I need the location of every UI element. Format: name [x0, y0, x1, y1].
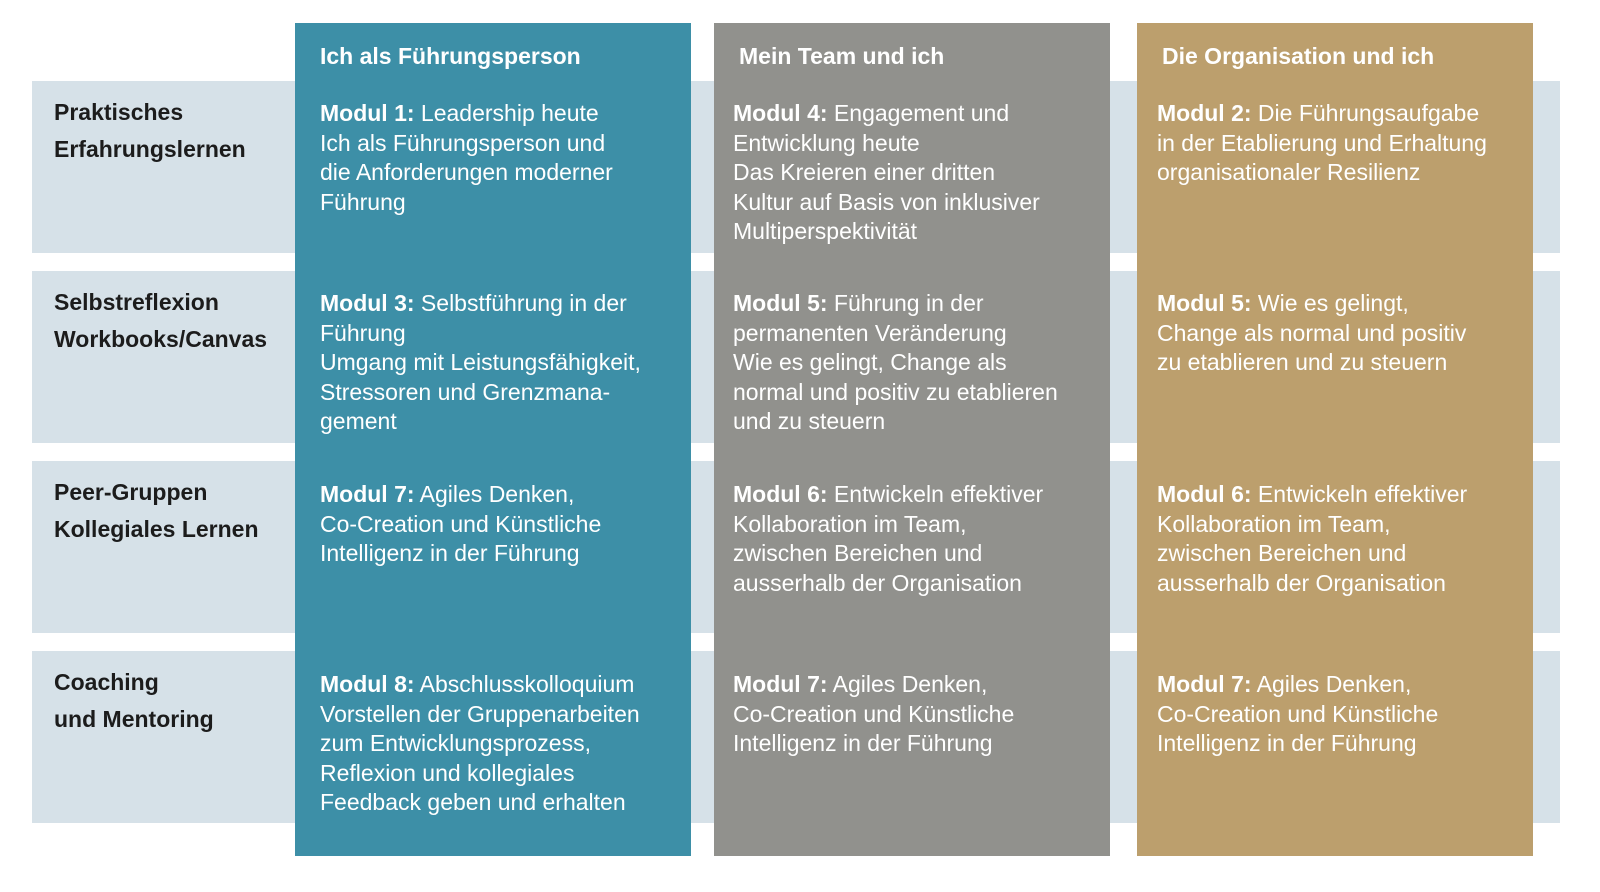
cell-line: Stressoren und Grenzmana- [320, 378, 611, 405]
row-label-line: Selbstreflexion [54, 289, 219, 315]
cell-line: Intelligenz in der Führung [733, 730, 993, 756]
row-label-line: Erfahrungslernen [54, 136, 246, 162]
cell-line: Co-Creation und Künstliche [320, 510, 602, 537]
column-title: Mein Team und ich [739, 43, 945, 69]
module-title: Selbstführung in der [414, 290, 627, 316]
module-number: Modul 1: [320, 100, 415, 126]
row-label-line: Workbooks/Canvas [54, 326, 268, 352]
module-cell [1157, 480, 1529, 598]
module-number: Modul 6: [1157, 481, 1252, 507]
row-label-line: Peer-Gruppen [54, 479, 208, 505]
module-number: Modul 5: [1157, 290, 1252, 316]
cell-line: Ich als Führungsperson und [320, 129, 606, 156]
module-number: Modul 4: [733, 100, 828, 126]
column-title: Ich als Führungsperson [320, 43, 581, 69]
module-title: Die Führungsaufgabe [1251, 100, 1480, 126]
cell-line: Kollaboration im Team, [733, 510, 967, 537]
module-cell [320, 99, 692, 217]
module-cell [1157, 99, 1529, 188]
cell-line [320, 99, 692, 129]
module-cell [733, 480, 1105, 598]
cell-line: permanenten Veränderung [733, 319, 1007, 346]
cell-line: Kollaboration im Team, [1157, 510, 1391, 537]
row-label [54, 474, 290, 548]
row-label-line: Coaching [54, 669, 159, 695]
module-title: Agiles Denken, [414, 481, 575, 507]
cell-line [733, 289, 1105, 319]
module-title: Entwickeln effektiver [827, 481, 1044, 507]
cell-line: und zu steuern [733, 408, 886, 434]
cell-line [320, 289, 692, 319]
module-cell [320, 289, 692, 437]
cell-line: Das Kreieren einer dritten [733, 159, 996, 185]
cell-line: organisationaler Resilienz [1157, 159, 1421, 185]
module-cell [320, 480, 692, 569]
module-title: Agiles Denken, [1251, 671, 1412, 697]
column-title: Die Organisation und ich [1162, 43, 1435, 69]
cell-line [320, 670, 692, 700]
cell-line: Intelligenz in der Führung [1157, 730, 1417, 756]
cell-line: Feedback geben und erhalten [320, 789, 626, 815]
cell-line: zu etablieren und zu steuern [1157, 349, 1448, 375]
cell-line: Führung [320, 188, 406, 215]
row-label [54, 664, 290, 738]
row-label-line: Praktisches [54, 99, 184, 125]
module-title: Wie es gelingt, [1251, 290, 1409, 316]
module-cell [1157, 670, 1529, 759]
module-number: Modul 3: [320, 290, 415, 316]
cell-line: Kultur auf Basis von inklusiver [733, 188, 1040, 215]
cell-line [320, 480, 692, 510]
cell-line: die Anforderungen moderner [320, 159, 613, 185]
cell-line: Co-Creation und Künstliche [1157, 700, 1439, 727]
cell-line: zwischen Bereichen und [1157, 540, 1407, 566]
module-title: Abschlusskolloquium [414, 671, 635, 697]
cell-line: gement [320, 408, 397, 434]
module-number: Modul 7: [733, 671, 828, 697]
cell-line [1157, 289, 1529, 319]
row-label-line: und Mentoring [54, 706, 214, 732]
module-cell [1157, 289, 1529, 378]
module-title: Entwickeln effektiver [1251, 481, 1468, 507]
cell-line: Co-Creation und Künstliche [733, 700, 1015, 727]
module-cell [733, 670, 1105, 759]
module-number: Modul 7: [1157, 671, 1252, 697]
module-cell [320, 670, 692, 818]
cell-line: Reflexion und kollegiales [320, 759, 575, 786]
cell-line: Umgang mit Leistungsfähigkeit, [320, 349, 641, 375]
cell-line: Wie es gelingt, Change als [733, 349, 1007, 375]
row-label [54, 284, 290, 358]
cell-line: zum Entwicklungsprozess, [320, 730, 591, 756]
cell-line [733, 480, 1105, 510]
module-number: Modul 7: [320, 481, 415, 507]
module-number: Modul 6: [733, 481, 828, 507]
cell-line [733, 99, 1105, 129]
row-label-line: Kollegiales Lernen [54, 516, 259, 542]
cell-line: ausserhalb der Organisation [1157, 569, 1446, 596]
cell-line [1157, 99, 1529, 129]
module-title: Leadership heute [414, 100, 599, 126]
cell-line: ausserhalb der Organisation [733, 569, 1022, 596]
module-number: Modul 5: [733, 290, 828, 316]
cell-line: Entwicklung heute [733, 129, 920, 156]
cell-line: Change als normal und positiv [1157, 319, 1467, 346]
cell-line: in der Etablierung und Erhaltung [1157, 129, 1487, 156]
cell-line: Multiperspektivität [733, 218, 918, 244]
cell-line: zwischen Bereichen und [733, 540, 983, 566]
cell-line [1157, 670, 1529, 700]
cell-line: Vorstellen der Gruppenarbeiten [320, 700, 640, 727]
module-number: Modul 2: [1157, 100, 1252, 126]
module-cell [733, 99, 1105, 247]
cell-line [733, 670, 1105, 700]
module-title: Führung in der [827, 290, 984, 316]
cell-line: normal und positiv zu etablieren [733, 378, 1058, 405]
row-label [54, 94, 290, 168]
module-number: Modul 8: [320, 671, 415, 697]
module-title: Agiles Denken, [827, 671, 988, 697]
cell-line: Intelligenz in der Führung [320, 540, 580, 566]
cell-line: Führung [320, 319, 406, 346]
module-title: Engagement und [827, 100, 1010, 126]
cell-line [1157, 480, 1529, 510]
module-cell [733, 289, 1105, 437]
